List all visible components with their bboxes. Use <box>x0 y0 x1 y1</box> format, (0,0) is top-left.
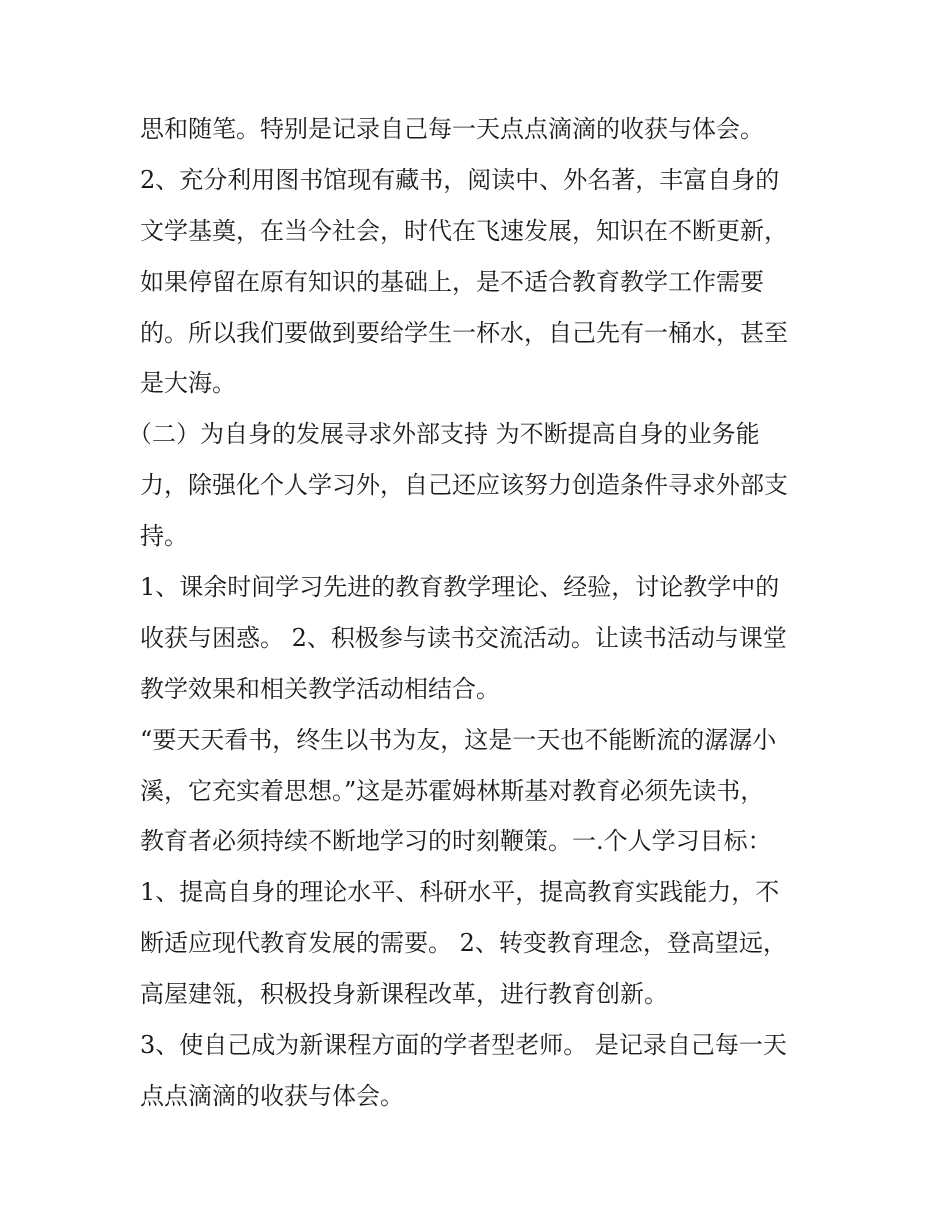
text-line: 点点滴滴的收获与体会。 <box>140 1081 404 1110</box>
text-line: 断适应现代教育发展的需要。 2、转变教育理念，登高望远， <box>140 929 787 958</box>
quote-line: 溪，它充实着思想。”这是苏霍姆林斯基对教育必须先读书， <box>140 776 765 805</box>
text-line: 高屋建瓴，积极投身新课程改革，进行教育创新。 <box>140 980 668 1009</box>
text-line: 的。所以我们要做到要给学生一杯水，自己先有一桶水，甚至 <box>140 318 788 347</box>
text-line: 文学基奠，在当今社会，时代在飞速发展，知识在不断更新， <box>140 216 788 245</box>
section-heading-line: （二）为自身的发展寻求外部支持 为不断提高自身的业务能 <box>128 420 760 449</box>
text-line: 2、充分利用图书馆现有藏书，阅读中、外名著，丰富自身的 <box>140 165 780 194</box>
text-line: 1、提高自身的理论水平、科研水平，提高教育实践能力，不 <box>140 878 780 907</box>
text-line: 3、使自己成为新课程方面的学者型老师。 是记录自己每一天 <box>140 1031 787 1060</box>
text-line: 是大海。 <box>140 369 236 398</box>
text-line: 教育者必须持续不断地学习的时刻鞭策。一.个人学习目标： <box>140 827 772 856</box>
text-line: 持。 <box>140 522 188 551</box>
body-text <box>128 104 820 1122</box>
text-line: 力，除强化个人学习外，自己还应该努力创造条件寻求外部支 <box>140 471 788 500</box>
text-line: 1、课余时间学习先进的教育教学理论、经验，讨论教学中的 <box>140 573 780 602</box>
text-line: 思和随笔。特别是记录自己每一天点点滴滴的收获与体会。 <box>140 115 764 143</box>
text-line: 收获与困惑。 2、积极参与读书交流活动。让读书活动与课堂 <box>140 623 787 652</box>
text-line: 如果停留在原有知识的基础上，是不适合教育教学工作需要 <box>140 267 764 296</box>
text-line: 教学效果和相关教学活动相结合。 <box>140 674 500 703</box>
quote-line: “要天天看书，终生以书为友，这是一天也不能断流的潺潺小 <box>140 725 777 754</box>
